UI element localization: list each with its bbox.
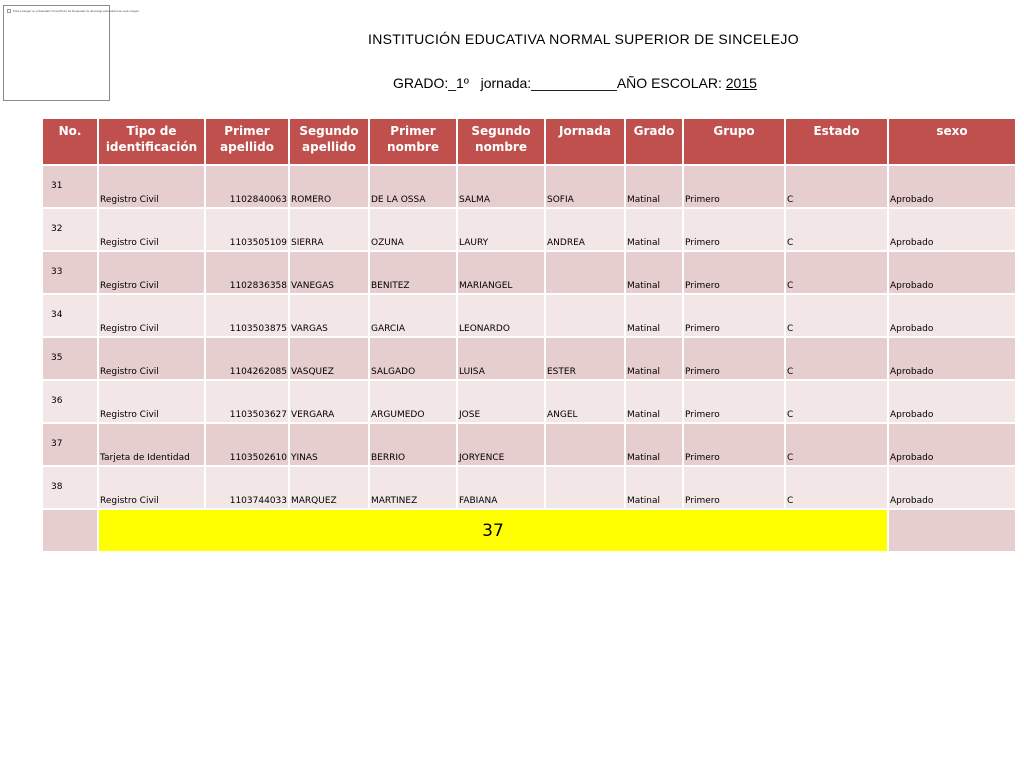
cell-grupo: C — [786, 381, 887, 422]
grado-label: GRADO:_1º — [393, 75, 469, 91]
table-row — [43, 424, 1015, 465]
cell-segundo-nombre: ANGEL — [546, 381, 624, 422]
jornada-label: jornada:___________ — [480, 75, 617, 91]
cell-segundo-nombre: ANDREA — [546, 209, 624, 250]
cell-grado: Primero — [684, 338, 784, 379]
cell-grupo: C — [786, 166, 887, 207]
cell-primer-apellido: VASQUEZ — [290, 338, 368, 379]
broken-image-icon — [7, 9, 11, 13]
cell-no: 38 — [43, 467, 97, 508]
cell-tipo: Registro Civil — [99, 381, 204, 422]
cell-jornada: Matinal — [626, 209, 682, 250]
cell-segundo-apellido: DE LA OSSA — [370, 166, 456, 207]
cell-tipo: Tarjeta de Identidad — [99, 424, 204, 465]
cell-segundo-nombre — [546, 252, 624, 293]
cell-tipo: Registro Civil — [99, 467, 204, 508]
cell-jornada: Matinal — [626, 166, 682, 207]
cell-jornada: Matinal — [626, 252, 682, 293]
cell-segundo-nombre: ESTER — [546, 338, 624, 379]
cell-jornada: Matinal — [626, 338, 682, 379]
cell-grado: Primero — [684, 295, 784, 336]
cell-segundo-apellido: OZUNA — [370, 209, 456, 250]
column-header-jornada: Jornada — [546, 119, 624, 164]
cell-jornada: Matinal — [626, 295, 682, 336]
cell-grupo: C — [786, 424, 887, 465]
anio-value: 2015 — [725, 75, 757, 91]
total-row — [43, 510, 1015, 551]
cell-id: 1103503627 — [206, 381, 288, 422]
cell-grado: Primero — [684, 381, 784, 422]
cell-id: 1102840063 — [206, 166, 288, 207]
cell-estado: Aprobado — [889, 209, 1015, 250]
cell-jornada: Matinal — [626, 381, 682, 422]
cell-primer-nombre: LEONARDO — [458, 295, 544, 336]
cell-primer-nombre: JORYENCE — [458, 424, 544, 465]
column-header-segundo-nombre: Segundo nombre — [458, 119, 544, 164]
cell-tipo: Registro Civil — [99, 338, 204, 379]
cell-primer-apellido: YINAS — [290, 424, 368, 465]
table-row — [43, 209, 1015, 250]
cell-tipo: Registro Civil — [99, 209, 204, 250]
cell-estado: Aprobado — [889, 252, 1015, 293]
cell-primer-nombre: SALMA — [458, 166, 544, 207]
cell-primer-nombre: LAURY — [458, 209, 544, 250]
cell-primer-apellido: MARQUEZ — [290, 467, 368, 508]
cell-primer-nombre: FABIANA — [458, 467, 544, 508]
total-row-blank-cell — [889, 510, 1015, 551]
cell-segundo-apellido: SALGADO — [370, 338, 456, 379]
cell-id: 1103502610 — [206, 424, 288, 465]
cell-no: 34 — [43, 295, 97, 336]
cell-segundo-nombre: SOFIA — [546, 166, 624, 207]
cell-tipo: Registro Civil — [99, 295, 204, 336]
cell-grupo: C — [786, 338, 887, 379]
cell-segundo-apellido: ARGUMEDO — [370, 381, 456, 422]
cell-no: 33 — [43, 252, 97, 293]
cell-jornada: Matinal — [626, 467, 682, 508]
cell-primer-apellido: SIERRA — [290, 209, 368, 250]
cell-estado: Aprobado — [889, 424, 1015, 465]
cell-primer-nombre: JOSE — [458, 381, 544, 422]
cell-estado: Aprobado — [889, 295, 1015, 336]
cell-segundo-apellido: BERRIO — [370, 424, 456, 465]
cell-id: 1103505109 — [206, 209, 288, 250]
cell-id: 1103744033 — [206, 467, 288, 508]
grade-info-line — [393, 75, 757, 91]
cell-grupo: C — [786, 252, 887, 293]
column-header-primer-apellido: Primer apellido — [206, 119, 288, 164]
cell-grupo: C — [786, 467, 887, 508]
cell-primer-apellido: ROMERO — [290, 166, 368, 207]
cell-segundo-nombre — [546, 295, 624, 336]
column-header-grado: Grado — [626, 119, 682, 164]
column-header-estado: Estado — [786, 119, 887, 164]
cell-id: 1103503875 — [206, 295, 288, 336]
cell-segundo-apellido: GARCIA — [370, 295, 456, 336]
table-row — [43, 295, 1015, 336]
column-header-no: No. — [43, 119, 97, 164]
broken-image-notice — [7, 9, 140, 13]
total-count: 37 — [99, 510, 887, 551]
student-roster-table — [41, 117, 1017, 553]
cell-grupo: C — [786, 209, 887, 250]
cell-grado: Primero — [684, 424, 784, 465]
cell-no: 36 — [43, 381, 97, 422]
cell-grupo: C — [786, 295, 887, 336]
table-header-row — [43, 119, 1015, 164]
cell-id: 1102836358 — [206, 252, 288, 293]
cell-tipo: Registro Civil — [99, 252, 204, 293]
column-header-tipo-identificacion: Tipo de identificación — [99, 119, 204, 164]
column-header-primer-nombre: Primer nombre — [370, 119, 456, 164]
cell-id: 1104262085 — [206, 338, 288, 379]
cell-segundo-apellido: MARTINEZ — [370, 467, 456, 508]
cell-grado: Primero — [684, 467, 784, 508]
institution-title: INSTITUCIÓN EDUCATIVA NORMAL SUPERIOR DE SINCELEJO — [368, 31, 799, 47]
column-header-segundo-apellido: Segundo apellido — [290, 119, 368, 164]
cell-primer-apellido: VANEGAS — [290, 252, 368, 293]
broken-image-text: Para proteger su privacidad, PowerPoint ha bloqueado la descarga automática de esta imagen. — [13, 9, 140, 13]
cell-primer-apellido: VARGAS — [290, 295, 368, 336]
table-row — [43, 381, 1015, 422]
total-row-blank-cell — [43, 510, 97, 551]
cell-no: 31 — [43, 166, 97, 207]
cell-estado: Aprobado — [889, 338, 1015, 379]
cell-primer-nombre: LUISA — [458, 338, 544, 379]
cell-jornada: Matinal — [626, 424, 682, 465]
cell-estado: Aprobado — [889, 381, 1015, 422]
cell-primer-apellido: VERGARA — [290, 381, 368, 422]
table-row — [43, 252, 1015, 293]
cell-segundo-apellido: BENITEZ — [370, 252, 456, 293]
cell-no: 37 — [43, 424, 97, 465]
logo-image-placeholder — [3, 5, 140, 101]
cell-estado: Aprobado — [889, 467, 1015, 508]
cell-no: 35 — [43, 338, 97, 379]
cell-estado: Aprobado — [889, 166, 1015, 207]
cell-primer-nombre: MARIANGEL — [458, 252, 544, 293]
cell-grado: Primero — [684, 209, 784, 250]
cell-segundo-nombre — [546, 467, 624, 508]
table-row — [43, 338, 1015, 379]
cell-grado: Primero — [684, 252, 784, 293]
column-header-sexo: sexo — [889, 119, 1015, 164]
cell-no: 32 — [43, 209, 97, 250]
cell-grado: Primero — [684, 166, 784, 207]
table-row — [43, 467, 1015, 508]
table-row — [43, 166, 1015, 207]
column-header-grupo: Grupo — [684, 119, 784, 164]
cell-tipo: Registro Civil — [99, 166, 204, 207]
anio-label: AÑO ESCOLAR: — [616, 75, 722, 91]
cell-segundo-nombre — [546, 424, 624, 465]
